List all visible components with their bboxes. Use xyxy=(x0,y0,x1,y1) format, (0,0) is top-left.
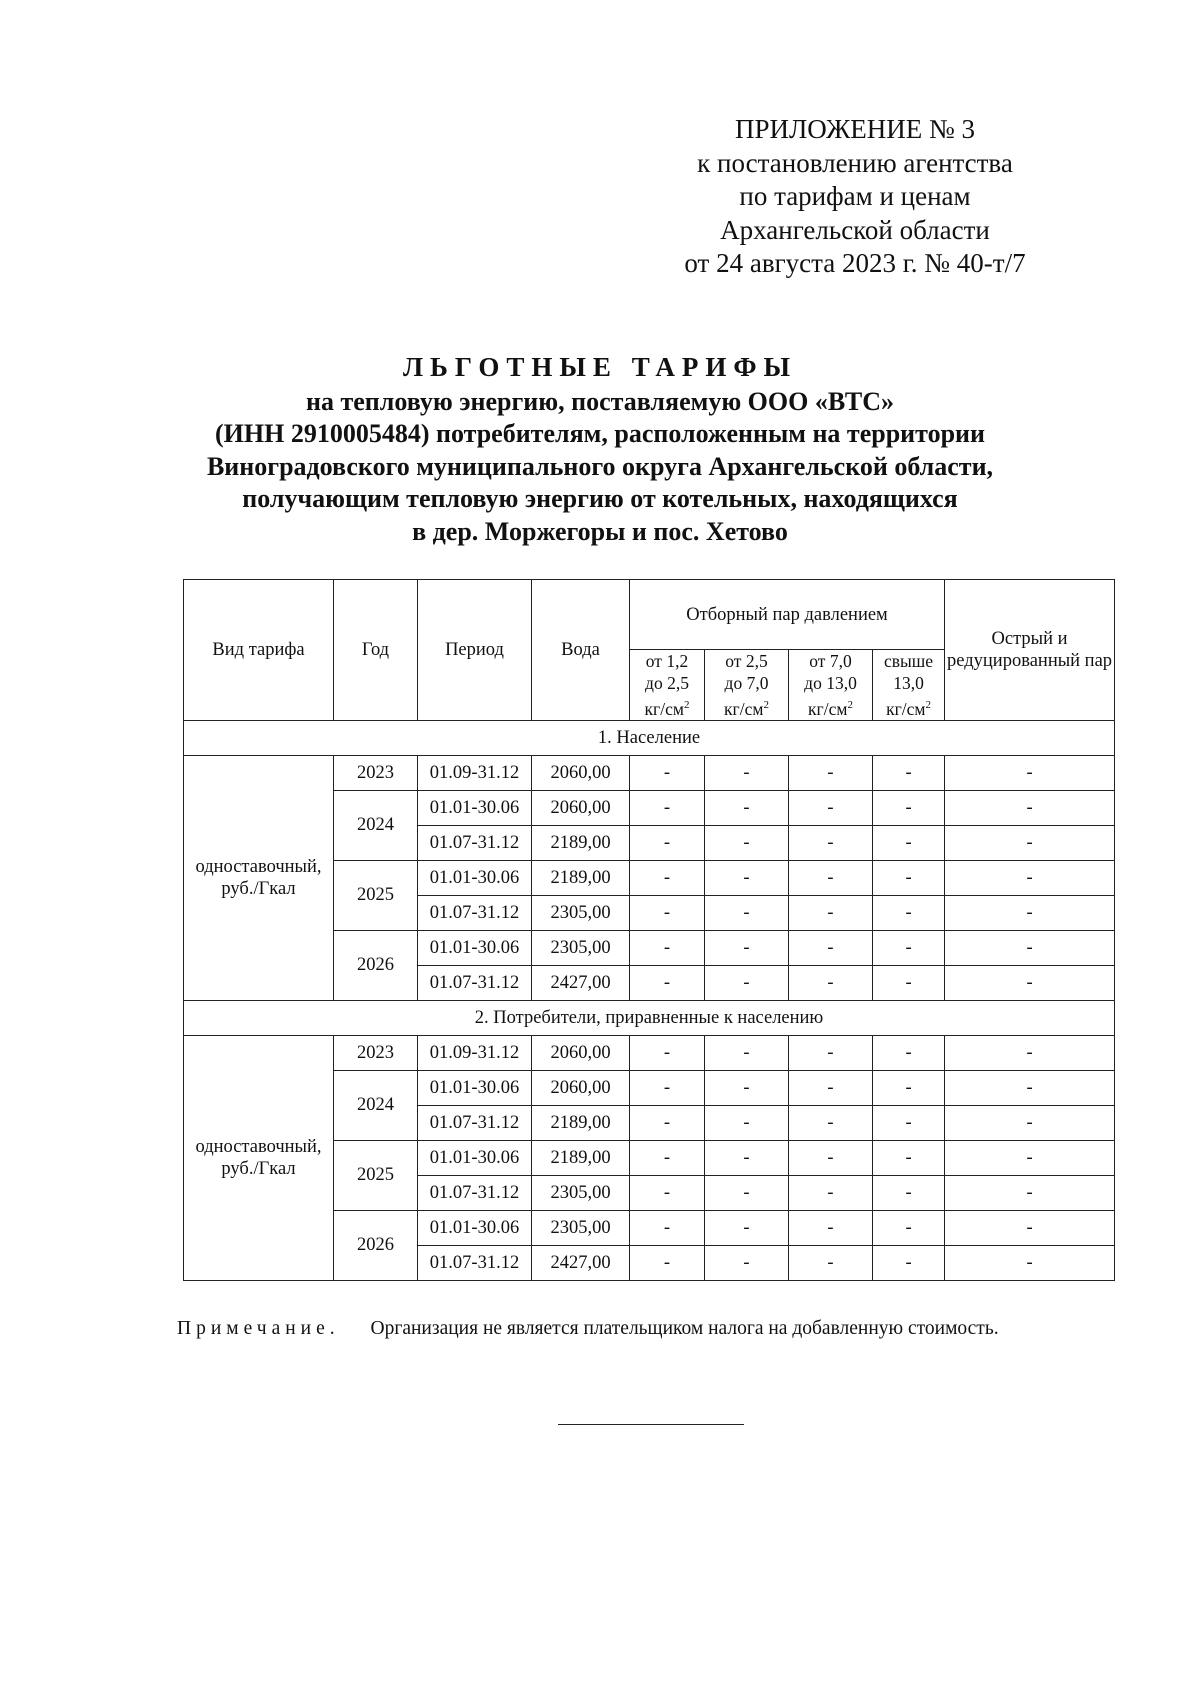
period-cell: 01.01-30.06 xyxy=(418,1140,532,1175)
header-period: Период xyxy=(418,580,532,721)
dash-cell: - xyxy=(630,1210,705,1245)
dash-cell: - xyxy=(705,1035,789,1070)
dash-cell: - xyxy=(945,825,1115,860)
dash-cell: - xyxy=(873,860,945,895)
dash-cell: - xyxy=(789,895,873,930)
period-cell: 01.09-31.12 xyxy=(418,755,532,790)
dash-cell: - xyxy=(630,930,705,965)
water-cell: 2189,00 xyxy=(532,1105,630,1140)
header-steam: Отборный пар давлением xyxy=(630,580,945,650)
dash-cell: - xyxy=(945,1140,1115,1175)
header-tariff-type: Вид тарифа xyxy=(184,580,334,721)
period-cell: 01.01-30.06 xyxy=(418,1210,532,1245)
dash-cell: - xyxy=(705,1245,789,1280)
note-text: Организация не является плательщиком налога на добавленную стоимость. xyxy=(370,1318,999,1339)
year-cell: 2023 xyxy=(334,1035,418,1070)
dash-cell: - xyxy=(789,860,873,895)
period-cell: 01.07-31.12 xyxy=(418,895,532,930)
dash-cell: - xyxy=(873,1245,945,1280)
dash-cell: - xyxy=(945,1035,1115,1070)
dash-cell: - xyxy=(945,790,1115,825)
year-cell: 2025 xyxy=(334,1140,418,1210)
header-pressure-2: от 2,5 до 7,0 $кг/см^2$ xyxy=(705,650,789,721)
period-cell: 01.07-31.12 xyxy=(418,1245,532,1280)
appendix-number: ПРИЛОЖЕНИЕ № 3 xyxy=(734,114,976,144)
section-row xyxy=(184,1000,1115,1035)
period-cell: 01.07-31.12 xyxy=(418,825,532,860)
dash-cell: - xyxy=(630,755,705,790)
dash-cell: - xyxy=(789,930,873,965)
dash-cell: - xyxy=(789,1105,873,1140)
header-pressure-4: свыше 13,0 $кг/см^2$ xyxy=(873,650,945,721)
tariff-type-cell: одноставочный, руб./Гкал xyxy=(184,755,334,1000)
dash-cell: - xyxy=(945,1245,1115,1280)
dash-cell: - xyxy=(630,895,705,930)
period-cell: 01.01-30.06 xyxy=(418,860,532,895)
water-cell: 2060,00 xyxy=(532,1035,630,1070)
section-title: 2. Потребители, приравненные к населению xyxy=(184,1000,1115,1035)
dash-cell: - xyxy=(705,1210,789,1245)
dash-cell: - xyxy=(789,1245,873,1280)
dash-cell: - xyxy=(789,1175,873,1210)
dash-cell: - xyxy=(873,1175,945,1210)
dash-cell: - xyxy=(945,1105,1115,1140)
document-title xyxy=(150,351,1050,548)
water-cell: 2189,00 xyxy=(532,860,630,895)
dash-cell: - xyxy=(705,1105,789,1140)
tariff-type-cell: одноставочный, руб./Гкал xyxy=(184,1035,334,1280)
dash-cell: - xyxy=(873,930,945,965)
dash-cell: - xyxy=(873,1210,945,1245)
dash-cell: - xyxy=(789,1070,873,1105)
dash-cell: - xyxy=(705,1070,789,1105)
dash-cell: - xyxy=(873,1140,945,1175)
dash-cell: - xyxy=(873,790,945,825)
period-cell: 01.07-31.12 xyxy=(418,1105,532,1140)
separator-line xyxy=(558,1424,744,1425)
dash-cell: - xyxy=(873,825,945,860)
water-cell: 2060,00 xyxy=(532,1070,630,1105)
header-pressure-1: от 1,2 до 2,5 $кг/см^2$ xyxy=(630,650,705,721)
dash-cell: - xyxy=(945,755,1115,790)
dash-cell: - xyxy=(705,1140,789,1175)
header-year: Год xyxy=(334,580,418,721)
dash-cell: - xyxy=(945,965,1115,1000)
water-cell: 2189,00 xyxy=(532,825,630,860)
dash-cell: - xyxy=(630,1070,705,1105)
water-cell: 2305,00 xyxy=(532,1210,630,1245)
water-cell: 2060,00 xyxy=(532,755,630,790)
table-body xyxy=(184,720,1115,1280)
title-line-3: Виноградовского муниципального округа Архангельской области, xyxy=(206,451,994,481)
dash-cell: - xyxy=(873,895,945,930)
dash-cell: - xyxy=(705,895,789,930)
table-row xyxy=(184,755,1115,790)
period-cell: 01.07-31.12 xyxy=(418,965,532,1000)
water-cell: 2060,00 xyxy=(532,790,630,825)
dash-cell: - xyxy=(873,1070,945,1105)
title-line-5: в дер. Моржегоры и пос. Хетово xyxy=(412,516,788,546)
dash-cell: - xyxy=(789,1140,873,1175)
period-cell: 01.09-31.12 xyxy=(418,1035,532,1070)
period-cell: 01.01-30.06 xyxy=(418,790,532,825)
dash-cell: - xyxy=(945,1210,1115,1245)
dash-cell: - xyxy=(630,965,705,1000)
dash-cell: - xyxy=(945,895,1115,930)
dash-cell: - xyxy=(873,1035,945,1070)
appendix-line-3: по тарифам и ценам xyxy=(739,181,971,211)
header-sharp-steam: Острый и редуцированный пар xyxy=(945,580,1115,721)
year-cell: 2025 xyxy=(334,860,418,930)
dash-cell: - xyxy=(630,1245,705,1280)
dash-cell: - xyxy=(630,1105,705,1140)
dash-cell: - xyxy=(630,1140,705,1175)
appendix-header xyxy=(640,113,1070,281)
dash-cell: - xyxy=(630,1175,705,1210)
title-line-2: (ИНН 2910005484) потребителям, расположенным на территории xyxy=(214,419,985,448)
dash-cell: - xyxy=(789,825,873,860)
dash-cell: - xyxy=(945,1070,1115,1105)
dash-cell: - xyxy=(705,755,789,790)
water-cell: 2305,00 xyxy=(532,895,630,930)
dash-cell: - xyxy=(789,965,873,1000)
table-row xyxy=(184,1035,1115,1070)
year-cell: 2024 xyxy=(334,790,418,860)
dash-cell: - xyxy=(630,1035,705,1070)
title-line-1: на тепловую энергию, поставляемую ООО «ВТС» xyxy=(306,386,894,416)
dash-cell: - xyxy=(789,755,873,790)
dash-cell: - xyxy=(630,825,705,860)
dash-cell: - xyxy=(630,790,705,825)
dash-cell: - xyxy=(705,860,789,895)
period-cell: 01.07-31.12 xyxy=(418,1175,532,1210)
dash-cell: - xyxy=(705,1175,789,1210)
year-cell: 2026 xyxy=(334,930,418,1000)
note-label: Примечание. xyxy=(177,1318,340,1339)
water-cell: 2189,00 xyxy=(532,1140,630,1175)
dash-cell: - xyxy=(705,825,789,860)
period-cell: 01.01-30.06 xyxy=(418,930,532,965)
water-cell: 2305,00 xyxy=(532,930,630,965)
dash-cell: - xyxy=(705,930,789,965)
dash-cell: - xyxy=(630,860,705,895)
note xyxy=(177,1318,999,1340)
dash-cell: - xyxy=(945,930,1115,965)
appendix-date: от 24 августа 2023 г. № 40-т/7 xyxy=(684,248,1026,278)
year-cell: 2026 xyxy=(334,1210,418,1280)
dash-cell: - xyxy=(789,1210,873,1245)
header-water: Вода xyxy=(532,580,630,721)
appendix-line-2: к постановлению агентства xyxy=(697,147,1013,178)
year-cell: 2023 xyxy=(334,755,418,790)
water-cell: 2427,00 xyxy=(532,1245,630,1280)
header-pressure-3: от 7,0 до 13,0 $кг/см^2$ xyxy=(789,650,873,721)
appendix-line-4: Архангельской области xyxy=(720,214,990,245)
section-row xyxy=(184,720,1115,755)
dash-cell: - xyxy=(789,790,873,825)
section-title: 1. Население xyxy=(184,720,1115,755)
water-cell: 2427,00 xyxy=(532,965,630,1000)
page-title: ЛЬГОТНЫЕ ТАРИФЫ xyxy=(402,352,798,382)
dash-cell: - xyxy=(873,965,945,1000)
dash-cell: - xyxy=(705,965,789,1000)
year-cell: 2024 xyxy=(334,1070,418,1140)
dash-cell: - xyxy=(945,860,1115,895)
dash-cell: - xyxy=(945,1175,1115,1210)
dash-cell: - xyxy=(789,1035,873,1070)
dash-cell: - xyxy=(873,1105,945,1140)
dash-cell: - xyxy=(705,790,789,825)
dash-cell: - xyxy=(873,755,945,790)
tariff-table xyxy=(183,579,1115,1281)
period-cell: 01.01-30.06 xyxy=(418,1070,532,1105)
water-cell: 2305,00 xyxy=(532,1175,630,1210)
title-line-4: получающим тепловую энергию от котельных, находящихся xyxy=(242,484,958,513)
